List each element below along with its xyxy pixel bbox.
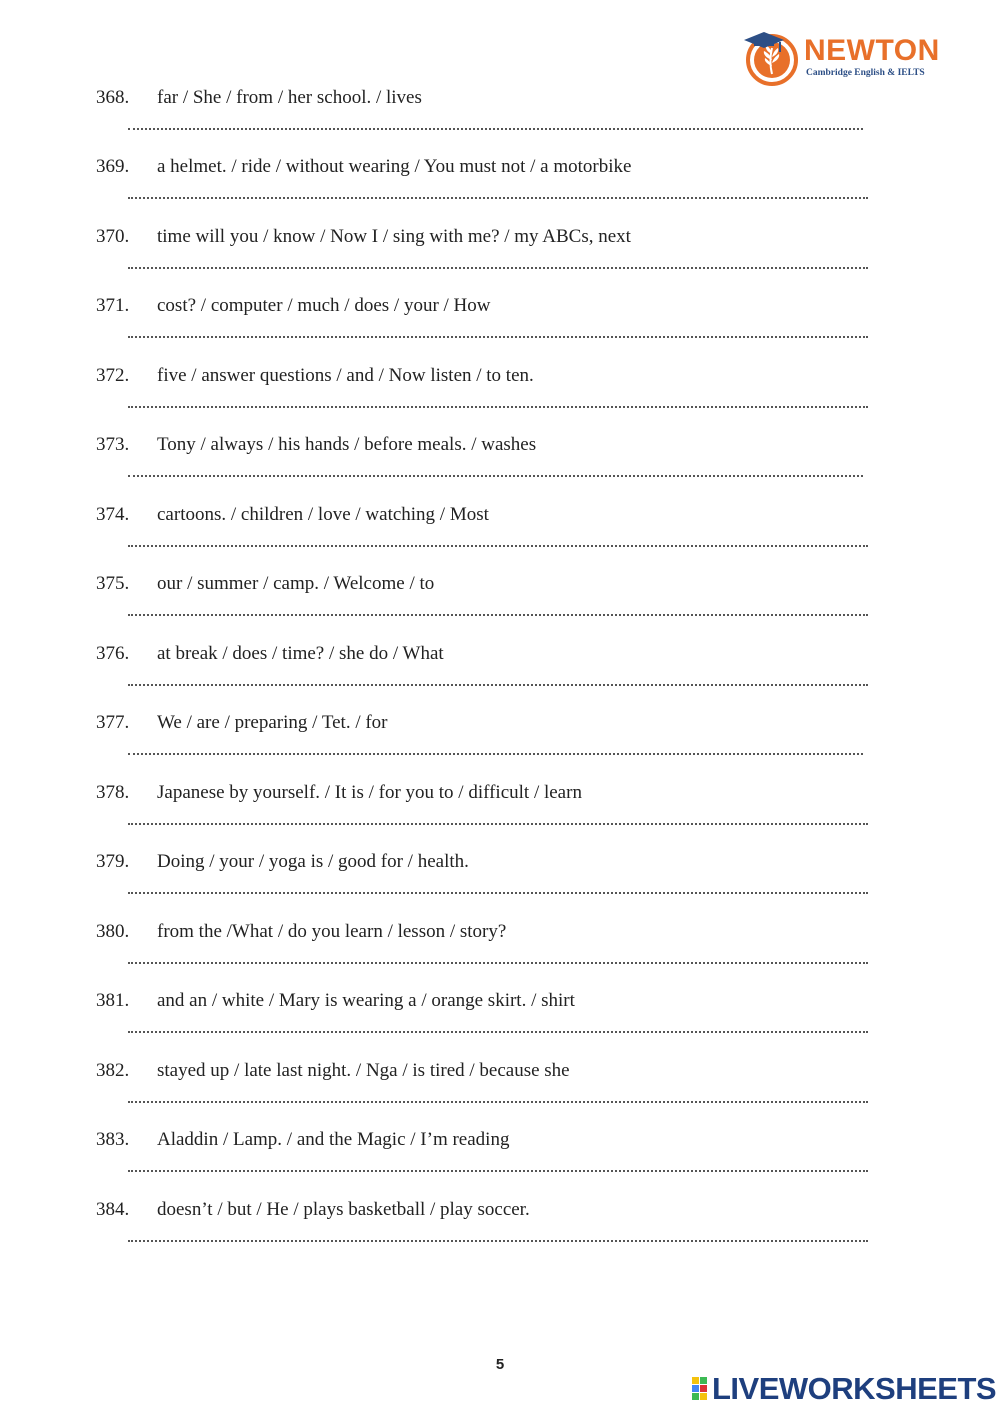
question-item xyxy=(0,572,1000,642)
question-prompt: a helmet. / ride / without wearing / You must not / a motorbike xyxy=(157,156,632,177)
liveworksheets-wordmark: LIVEWORKSHEETS xyxy=(712,1371,997,1406)
question-number: 371. xyxy=(96,295,130,316)
question-number: 370. xyxy=(96,226,130,247)
answer-line[interactable] xyxy=(128,950,868,964)
question-item xyxy=(0,225,1000,295)
question-prompt: Aladdin / Lamp. / and the Magic / I’m reading xyxy=(157,1129,510,1150)
question-number: 378. xyxy=(96,782,130,803)
question-item xyxy=(0,781,1000,851)
answer-line[interactable] xyxy=(128,533,868,547)
question-number: 373. xyxy=(96,434,130,455)
question-item xyxy=(0,364,1000,434)
logo-title: NEWTON xyxy=(804,34,940,67)
answer-line[interactable] xyxy=(128,463,863,477)
logo-subtitle: Cambridge English & IELTS xyxy=(806,68,925,78)
answer-line[interactable] xyxy=(128,185,868,199)
question-prompt: five / answer questions / and / Now listen / to ten. xyxy=(157,365,534,386)
question-prompt: time will you / know / Now I / sing with me? / my ABCs, next xyxy=(157,226,631,247)
question-number: 368. xyxy=(96,87,130,108)
question-prompt: our / summer / camp. / Welcome / to xyxy=(157,573,435,594)
question-prompt: cost? / computer / much / does / your / How xyxy=(157,295,491,316)
question-prompt: cartoons. / children / love / watching / Most xyxy=(157,504,489,525)
answer-line[interactable] xyxy=(128,741,863,755)
question-prompt: and an / white / Mary is wearing a / orange skirt. / shirt xyxy=(157,990,575,1011)
liveworksheets-logo xyxy=(692,1371,997,1406)
question-prompt: far / She / from / her school. / lives xyxy=(157,87,422,108)
question-number: 372. xyxy=(96,365,130,386)
answer-line[interactable] xyxy=(128,255,868,269)
question-number: 376. xyxy=(96,643,130,664)
question-number: 383. xyxy=(96,1129,130,1150)
liveworksheets-blocks-icon xyxy=(692,1377,714,1401)
answer-line[interactable] xyxy=(128,602,868,616)
question-number: 384. xyxy=(96,1199,130,1220)
answer-line[interactable] xyxy=(128,1228,868,1242)
question-item xyxy=(0,503,1000,573)
answer-line[interactable] xyxy=(128,1019,868,1033)
answer-line[interactable] xyxy=(128,1158,868,1172)
answer-line[interactable] xyxy=(128,880,868,894)
question-item xyxy=(0,920,1000,990)
answer-line[interactable] xyxy=(128,811,868,825)
question-item xyxy=(0,1128,1000,1198)
question-prompt: doesn’t / but / He / plays basketball / play soccer. xyxy=(157,1199,530,1220)
answer-line[interactable] xyxy=(128,116,863,130)
question-prompt: Japanese by yourself. / It is / for you to / difficult / learn xyxy=(157,782,582,803)
question-item xyxy=(0,86,1000,156)
question-number: 379. xyxy=(96,851,130,872)
question-number: 369. xyxy=(96,156,130,177)
answer-line[interactable] xyxy=(128,394,868,408)
newton-logo xyxy=(740,26,940,92)
question-prompt: from the /What / do you learn / lesson / story? xyxy=(157,921,507,942)
answer-line[interactable] xyxy=(128,1089,868,1103)
answer-line[interactable] xyxy=(128,672,868,686)
question-prompt: stayed up / late last night. / Nga / is tired / because she xyxy=(157,1060,570,1081)
answer-line[interactable] xyxy=(128,324,868,338)
question-item xyxy=(0,642,1000,712)
question-item xyxy=(0,711,1000,781)
question-item xyxy=(0,850,1000,920)
question-number: 377. xyxy=(96,712,130,733)
question-prompt: at break / does / time? / she do / What xyxy=(157,643,444,664)
question-number: 374. xyxy=(96,504,130,525)
question-item xyxy=(0,1059,1000,1129)
question-prompt: We / are / preparing / Tet. / for xyxy=(157,712,388,733)
question-number: 380. xyxy=(96,921,130,942)
question-item xyxy=(0,989,1000,1059)
question-item xyxy=(0,294,1000,364)
question-number: 381. xyxy=(96,990,130,1011)
newton-emblem-icon xyxy=(740,26,802,88)
question-number: 382. xyxy=(96,1060,130,1081)
question-item xyxy=(0,155,1000,225)
page-number: 5 xyxy=(495,1356,505,1373)
question-prompt: Doing / your / yoga is / good for / health. xyxy=(157,851,469,872)
question-item xyxy=(0,433,1000,503)
question-item xyxy=(0,1198,1000,1268)
question-prompt: Tony / always / his hands / before meals. / washes xyxy=(157,434,537,455)
question-number: 375. xyxy=(96,573,130,594)
